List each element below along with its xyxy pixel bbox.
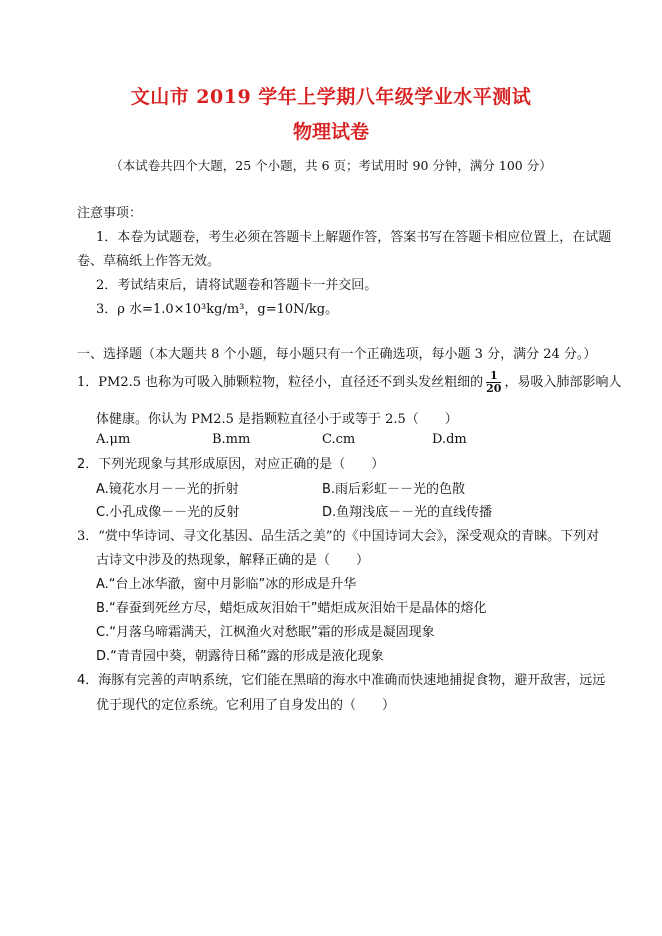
question-3-line-1: 3．“赏中华诗词、寻文化基因、品生活之美”的《中国诗词大会》，深受观众的青睐。下列对	[77, 529, 600, 544]
fraction-one-twentieth	[486, 370, 501, 395]
section-1-heading: 一、选择题（本大题共 8 个小题，每小题只有一个正确选项，每小题 3 分，满分 24 分。）	[77, 347, 597, 362]
notice-item-1-line-1: 1．本卷为试题卷，考生必须在答题卡上解题作答，答案书写在答题卡相应位置上，在试题	[96, 230, 612, 245]
exam-title: 文山市 2019 学年上学期八年级学业水平测试	[130, 86, 532, 108]
notice-heading: 注意事项：	[77, 206, 143, 221]
question-3-line-2: 古诗文中涉及的热现象，解释正确的是（ ）	[96, 553, 370, 568]
question-2-option-c: C.小孔成像－－光的反射	[96, 505, 240, 520]
question-1-text-a: 1．PM2.5 也称为可吸入肺颗粒物，粒径小，直径还不到头发丝粗细的	[77, 375, 484, 390]
exam-info: （本试卷共四个大题，25 个小题，共 6 页；考试用时 90 分钟，满分 100 分）	[110, 158, 552, 173]
question-2-option-b: B.雨后彩虹－－光的色散	[322, 482, 466, 497]
question-1-line-1	[77, 370, 621, 395]
question-1-text-b: ，易吸入肺部影响人	[504, 375, 622, 390]
fraction-denominator: 20	[486, 382, 502, 395]
question-1-option-d: D.dm	[432, 432, 467, 447]
question-3-option-d: D.“青青园中葵，朝露待日稀”露的形成是液化现象	[96, 649, 384, 664]
question-3-option-c: C.“月落乌啼霜满天，江枫渔火对愁眠”霜的形成是凝固现象	[96, 625, 435, 640]
question-2-stem: 2．下列光现象与其形成原因，对应正确的是（ ）	[77, 457, 385, 472]
fraction-numerator: 1	[486, 370, 501, 383]
question-3-option-a: A.“台上冰华澈，窗中月影临”冰的形成是升华	[96, 577, 357, 592]
question-1-option-a: A.μm	[96, 432, 131, 447]
notice-item-3: 3．ρ 水=1.0×10³kg/m³，g=10N/kg。	[96, 302, 339, 317]
subject-title: 物理试卷	[292, 121, 369, 143]
question-3-option-b: B.“春蚕到死丝方尽，蜡炬成灰泪始干”蜡炬成灰泪始干是晶体的熔化	[96, 601, 487, 616]
question-4-line-2: 优于现代的定位系统。它利用了自身发出的（ ）	[96, 698, 396, 713]
notice-item-2: 2．考试结束后，请将试题卷和答题卡一并交回。	[96, 278, 378, 293]
question-1-option-b: B.mm	[212, 432, 251, 447]
notice-item-1-line-2: 卷、草稿纸上作答无效。	[77, 254, 221, 269]
question-2-option-a: A.镜花水月－－光的折射	[96, 482, 239, 497]
question-1-line-2: 体健康。你认为 PM2.5 是指颗粒直径小于或等于 2.5（ ）	[96, 412, 458, 427]
question-1-option-c: C.cm	[322, 432, 356, 447]
question-2-option-d: D.鱼翔浅底－－光的直线传播	[322, 505, 493, 520]
question-4-line-1: 4．海豚有完善的声呐系统，它们能在黑暗的海水中准确而快速地捕捉食物，避开敌害，远远	[77, 673, 606, 688]
